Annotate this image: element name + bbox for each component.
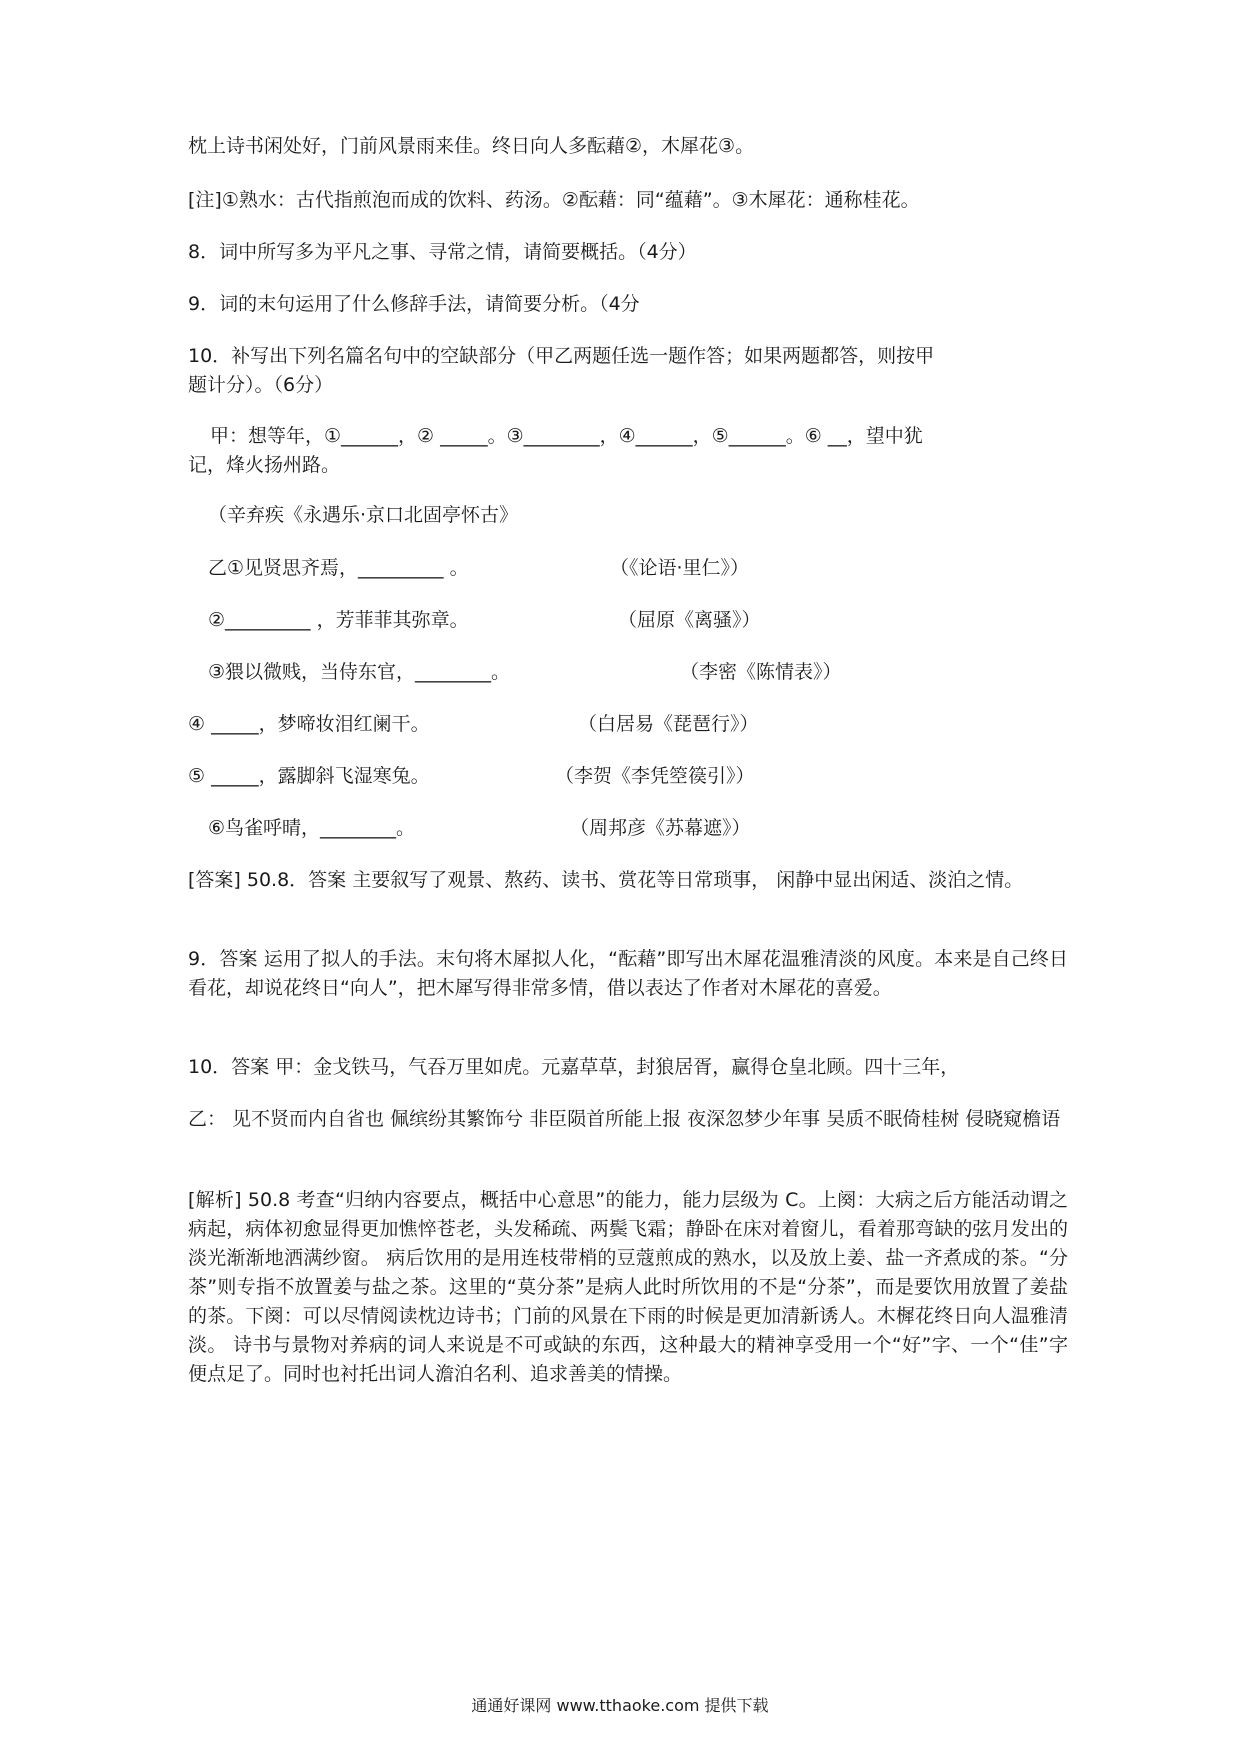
- yi-item-5: ⑤ _____，露脚斜飞湿寒兔。: [188, 765, 430, 787]
- poem-line: 枕上诗书闲处好，门前风景雨来佳。终日向人多酝藉②，木犀花③。: [188, 135, 755, 157]
- yi-item-6-source: （周邦彦《苏幕遮》）: [570, 817, 751, 839]
- yi-item-1: 乙①见贤思齐焉，_________ 。: [208, 557, 469, 579]
- yi-item-4-source: （白居易《琵琶行》）: [578, 713, 759, 735]
- jia-line-2: 记，烽火扬州路。: [188, 454, 341, 476]
- jia-source: （辛弃疾《永遇乐·京口北固亭怀古》: [208, 504, 519, 526]
- footer-credit: 通通好课网 www.tthaoke.com 提供下载: [471, 1696, 769, 1715]
- answer-10: 10．答案 甲：金戈铁马，气吞万里如虎。元嘉草草，封狼居胥，赢得仓皇北顾。四十三年，: [188, 1056, 960, 1078]
- analysis-paragraph: [解析] 50.8 考查“归纳内容要点，概括中心意思”的能力，能力层级为 C。上阕：大病之后方能活动谓之病起，病体初愈显得更加憔悴苍老，头发稀疏、两鬓飞霜；静卧在床对着窗儿，看着那弯缺的弦月发出的淡光渐渐地洒满纱窗。 病后饮用的是用连枝带梢的豆蔻煎成的熟水，以及放上姜、盐一齐煮成的茶。“分茶”则专指不放置姜与盐之茶。这里的“莫分茶”是病人此时所饮用的不是“分茶”，而是要饮用放置了姜盐的茶。下阕：可以尽情阅读枕边诗书；门前的风景在下雨的时候是更加清新诱人。木樨花终日向人温雅清淡。 诗书与景物对养病的词人来说是不可或缺的东西，这种最大的精神享受用一个“好”字、一个“佳”字便点足了。同时也衬托出词人澹泊名利、追求善美的情操。: [188, 1189, 1068, 1385]
- yi-item-5-source: （李贺《李凭箜篌引》）: [555, 765, 755, 787]
- yi-item-1-source: （《论语·里仁》）: [610, 557, 750, 579]
- yi-item-6: ⑥鸟雀呼晴，________。: [208, 817, 416, 839]
- annotation-note: [注]①熟水：古代指煎泡而成的饮料、药汤。②酝藉：同“蕴藉”。③木犀花：通称桂花。: [188, 189, 920, 211]
- yi-item-2-source: （屈原《离骚》）: [618, 609, 761, 631]
- question-9: 9．词的末句运用了什么修辞手法，请简要分析。（4分: [188, 293, 640, 315]
- question-10-line-1: 10．补写出下列名篇名句中的空缺部分（甲乙两题任选一题作答；如果两题都答，则按甲: [188, 345, 935, 367]
- answer-10-yi: 乙： 见不贤而内自省也 佩缤纷其繁饰兮 非臣陨首所能上报 夜深忽梦少年事 吴质不眠倚桂树 侵晓窥檐语: [188, 1108, 1061, 1130]
- answer-8: [答案] 50.8．答案 主要叙写了观景、熬药、读书、赏花等日常琐事， 闲静中显出闲适、淡泊之情。: [188, 869, 1024, 891]
- yi-item-3-source: （李密《陈情表》）: [680, 661, 842, 683]
- yi-item-2: ②_________ ，芳菲菲其弥章。: [208, 609, 469, 631]
- question-10-line-2: 题计分）。（6分）: [188, 374, 334, 396]
- answer-9: 9．答案 运用了拟人的手法。末句将木犀拟人化，“酝藉”即写出木犀花温雅清淡的风度。本来是自己终日看花，却说花终日“向人”，把木犀写得非常多情，借以表达了作者对木犀花的喜爱。: [188, 948, 1068, 999]
- jia-line-1: 甲：想等年，①______，② _____。③________，④______，⑤______。⑥ __，望中犹: [210, 425, 923, 447]
- yi-item-3: ③猥以微贱，当侍东官，________。: [208, 661, 511, 683]
- yi-item-4: ④ _____，梦啼妆泪红阑干。: [188, 713, 430, 735]
- question-8: 8．词中所写多为平凡之事、寻常之情，请简要概括。（4分）: [188, 241, 697, 263]
